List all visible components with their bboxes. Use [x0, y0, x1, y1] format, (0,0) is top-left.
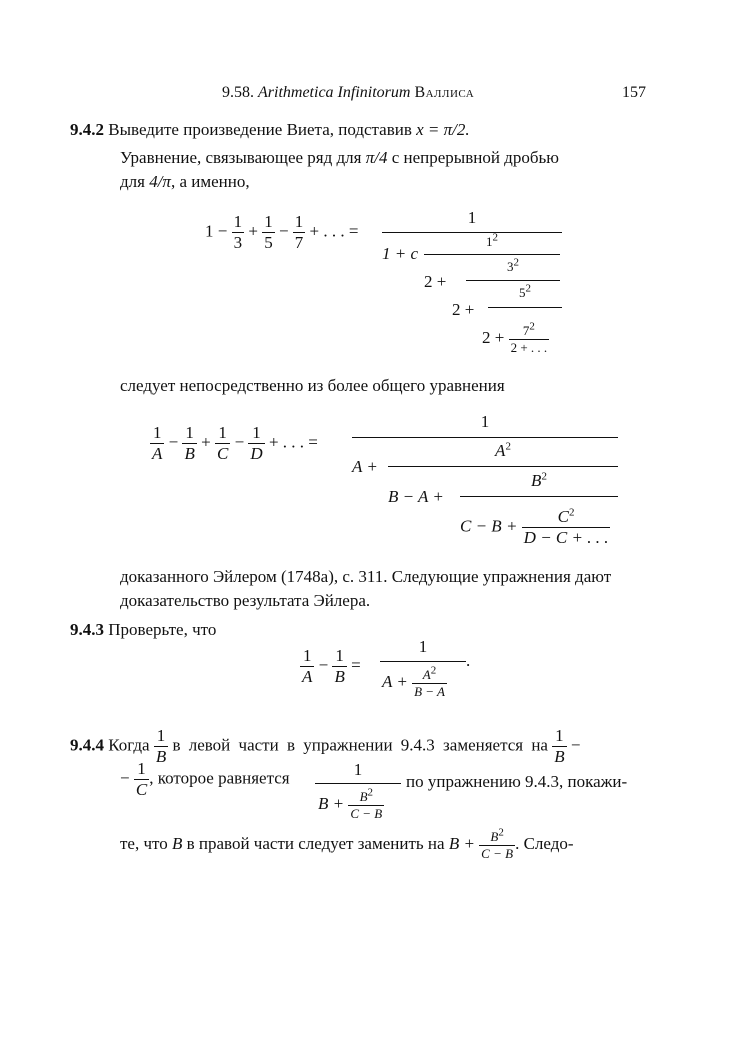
fraction-1-C [134, 760, 149, 799]
exercise-number: 9.4.2 [70, 120, 104, 139]
fraction-1-D [248, 424, 264, 463]
paragraph-euler [120, 565, 650, 613]
frac-num: 1 [233, 212, 243, 231]
cf-num-3sq [466, 256, 560, 275]
ex944-line3-fraction [479, 826, 515, 861]
ex944-line3a: те, что [120, 834, 168, 854]
intro-4pi: 4/π [149, 172, 171, 191]
euler-line-2: доказательство результата Эйлера. [120, 591, 371, 610]
header-title-sc: Валлиса [414, 84, 475, 101]
sq-base: A [495, 441, 506, 460]
frac-den: A [152, 443, 163, 463]
gen-num-A2 [388, 441, 618, 461]
sq-base: 5 [519, 285, 526, 300]
cf-tail: 2 + . . . [510, 339, 548, 355]
fraction-1-5 [262, 213, 275, 252]
fraction-1-B [332, 647, 346, 686]
cf-num-7sq [521, 320, 537, 339]
frac-num: 1 [294, 212, 304, 231]
ex944-bar-1 [315, 783, 401, 784]
frac-num: 1 [152, 423, 162, 442]
sq-base: 7 [522, 323, 530, 338]
ex944-den-row [318, 786, 384, 821]
cf-numerator-1: 1 [467, 208, 477, 227]
ex944-line2c: по упражнению 9.4.3, покажи- [406, 772, 628, 791]
frac-num: 1 [156, 726, 166, 745]
ex944-w1: Когда [108, 735, 150, 755]
ex944-line3c: . Следо- [515, 834, 574, 854]
intro-pi4: π/4 [365, 148, 388, 167]
frac-num: 1 [252, 423, 261, 442]
cf-2-plus-c-text: 2 + [482, 328, 505, 348]
cf-1-plus [382, 244, 418, 264]
sq-exp: 2 [541, 470, 547, 483]
frac-den: C [216, 443, 229, 463]
general-tail: + . . . = [268, 432, 318, 452]
ex943-num-A2 [421, 664, 438, 683]
ex944-num-1: 1 [353, 760, 363, 779]
cf-2-plus-c [482, 320, 549, 355]
sq-exp: 2 [492, 231, 498, 244]
ex944-B-plus-2: B + [448, 834, 475, 854]
frac-den: 7 [294, 232, 304, 252]
fraction-1-A [150, 424, 164, 463]
euler-line-1: доказанного Эйлером (1748a), с. 311. Следующие упражнения дают [120, 567, 612, 586]
exercise-formula: x = π/2. [416, 120, 470, 139]
ex944-line2b: , которое равняется [149, 768, 290, 788]
ex943-num-1: 1 [418, 637, 428, 656]
sq-exp: 2 [525, 282, 531, 295]
exercise-text: Проверьте, что [108, 620, 217, 639]
cf-2-plus-b: 2 + [452, 300, 475, 319]
header-title-italic: Arithmetica Infinitorum [258, 84, 411, 101]
exercise-text: Выведите произведение Виета, подставив [108, 120, 412, 139]
ex944-line3B: B [171, 834, 183, 854]
frac-den: 3 [233, 232, 243, 252]
intro-text-3: для [120, 172, 145, 191]
fraction-1-B [182, 424, 196, 463]
sq-exp: 2 [367, 786, 374, 799]
sq-exp: 2 [529, 320, 535, 333]
cf-1-plus-text: 1 + c [382, 244, 419, 263]
frac-num: 1 [302, 646, 312, 665]
sq-base: B [490, 829, 499, 844]
cf-last-fraction [509, 320, 550, 355]
ex944-B-plus: B + [318, 794, 345, 814]
gen-numerator-1: 1 [480, 412, 490, 431]
ex943-den-fraction [412, 664, 447, 699]
series-minus: − [278, 221, 289, 241]
gen-den-last: D − C + . . . [523, 527, 609, 547]
gen-bar-3 [460, 496, 618, 497]
cf-num-5sq [488, 282, 562, 301]
cf-bar-1 [382, 232, 562, 233]
frac-den: B [155, 746, 167, 766]
frac-num: 1 [264, 212, 273, 231]
ex944-dash: − [570, 735, 581, 755]
exercise-9-4-4-line-3 [120, 826, 574, 861]
gen-bar-2 [388, 466, 618, 467]
gen-C-minus-B: C − B + [460, 516, 518, 536]
cf-2-plus-a: 2 + [424, 272, 447, 291]
sq-base: B [359, 789, 368, 804]
gen-last-fraction [522, 508, 611, 547]
frac-den: B [184, 443, 195, 463]
sq-base: 1 [486, 234, 493, 249]
op-equals: = [351, 655, 361, 675]
cf-bar-3 [466, 280, 560, 281]
follows-text: следует непосредственно из более общего уравнения [120, 376, 505, 395]
series-one-minus: 1 − [205, 221, 228, 241]
ex944-C-minus-B: C − B [350, 805, 383, 821]
general-lhs [150, 424, 318, 463]
fraction-1-7 [293, 213, 306, 252]
exercise-9-4-4-line-2 [120, 760, 290, 799]
frac-num: 1 [218, 423, 227, 442]
frac-num: 1 [137, 759, 146, 778]
paragraph-intro [120, 146, 650, 194]
ex944-w2: в левой части в упражнении 9.4.3 заменяется на [172, 735, 548, 755]
fraction-1-A [300, 647, 314, 686]
frac-den: A [302, 666, 313, 686]
gen-A-plus: A + [352, 457, 378, 476]
ex943-period: . [466, 651, 471, 670]
op-plus: + [201, 432, 211, 452]
frac-num: 1 [185, 423, 194, 442]
fraction-1-3 [232, 213, 245, 252]
exercise-9-4-2-heading [70, 120, 470, 140]
ex943-B-minus-A: B − A [414, 683, 445, 699]
frac-den: B [334, 666, 345, 686]
cf-bar-4 [488, 307, 562, 308]
sq-exp: 2 [513, 256, 519, 269]
sq-base: A [422, 667, 431, 682]
frac-den: B [554, 746, 565, 766]
sq-exp: 2 [505, 440, 511, 453]
cf-bar-2 [424, 254, 560, 255]
frac-num: 1 [555, 726, 564, 745]
sq-exp: 2 [430, 664, 437, 677]
op-minus: − [234, 432, 245, 452]
sq-base: 3 [507, 259, 514, 274]
header-section: 9.58. [222, 84, 254, 101]
series-tail: + . . . = [309, 221, 359, 241]
exercise-9-4-3-heading [70, 620, 216, 640]
exercise-number: 9.4.4 [70, 735, 104, 755]
fraction-1-B-2 [552, 727, 566, 766]
ex944-num-B2-2 [488, 826, 505, 845]
intro-text-4: , а именно, [170, 172, 250, 191]
cf-num-1sq [424, 231, 560, 250]
gen-num-B2 [460, 471, 618, 491]
ex944-den-fraction [348, 786, 384, 821]
ex944-num-B2 [358, 786, 375, 805]
ex944-line2a: − [120, 768, 130, 788]
ex943-A-plus: A + [382, 672, 408, 692]
sq-exp: 2 [569, 506, 575, 519]
sq-base: C [557, 507, 569, 526]
frac-den: C [135, 779, 148, 799]
sq-base: B [531, 471, 542, 490]
frac-den: 5 [264, 232, 273, 252]
ex944-line3b: в правой части следует заменить на [186, 834, 445, 854]
ex943-bar-1 [380, 661, 466, 662]
ex944-C-minus-B-2: C − B [481, 845, 514, 861]
fraction-1-C [215, 424, 230, 463]
ex943-den-row [382, 664, 447, 699]
frac-den: D [250, 443, 263, 463]
page-number: 157 [622, 84, 646, 101]
gen-B-minus-A: B − A + [388, 487, 444, 506]
gen-bar-1 [352, 437, 618, 438]
exercise-number: 9.4.3 [70, 620, 104, 639]
intro-text-1: Уравнение, связывающее ряд для [120, 148, 362, 167]
op-minus: − [168, 432, 179, 452]
sq-exp: 2 [498, 826, 504, 839]
ex943-lhs [300, 647, 361, 686]
frac-num: 1 [335, 646, 344, 665]
gen-num-C2 [556, 508, 577, 527]
intro-text-2: с непрерывной дробью [391, 148, 559, 167]
series-plus: + [248, 221, 258, 241]
gen-C-minus-B-row [460, 508, 610, 547]
running-header [222, 84, 474, 102]
op-minus: − [318, 655, 329, 675]
series-lhs [205, 213, 358, 252]
